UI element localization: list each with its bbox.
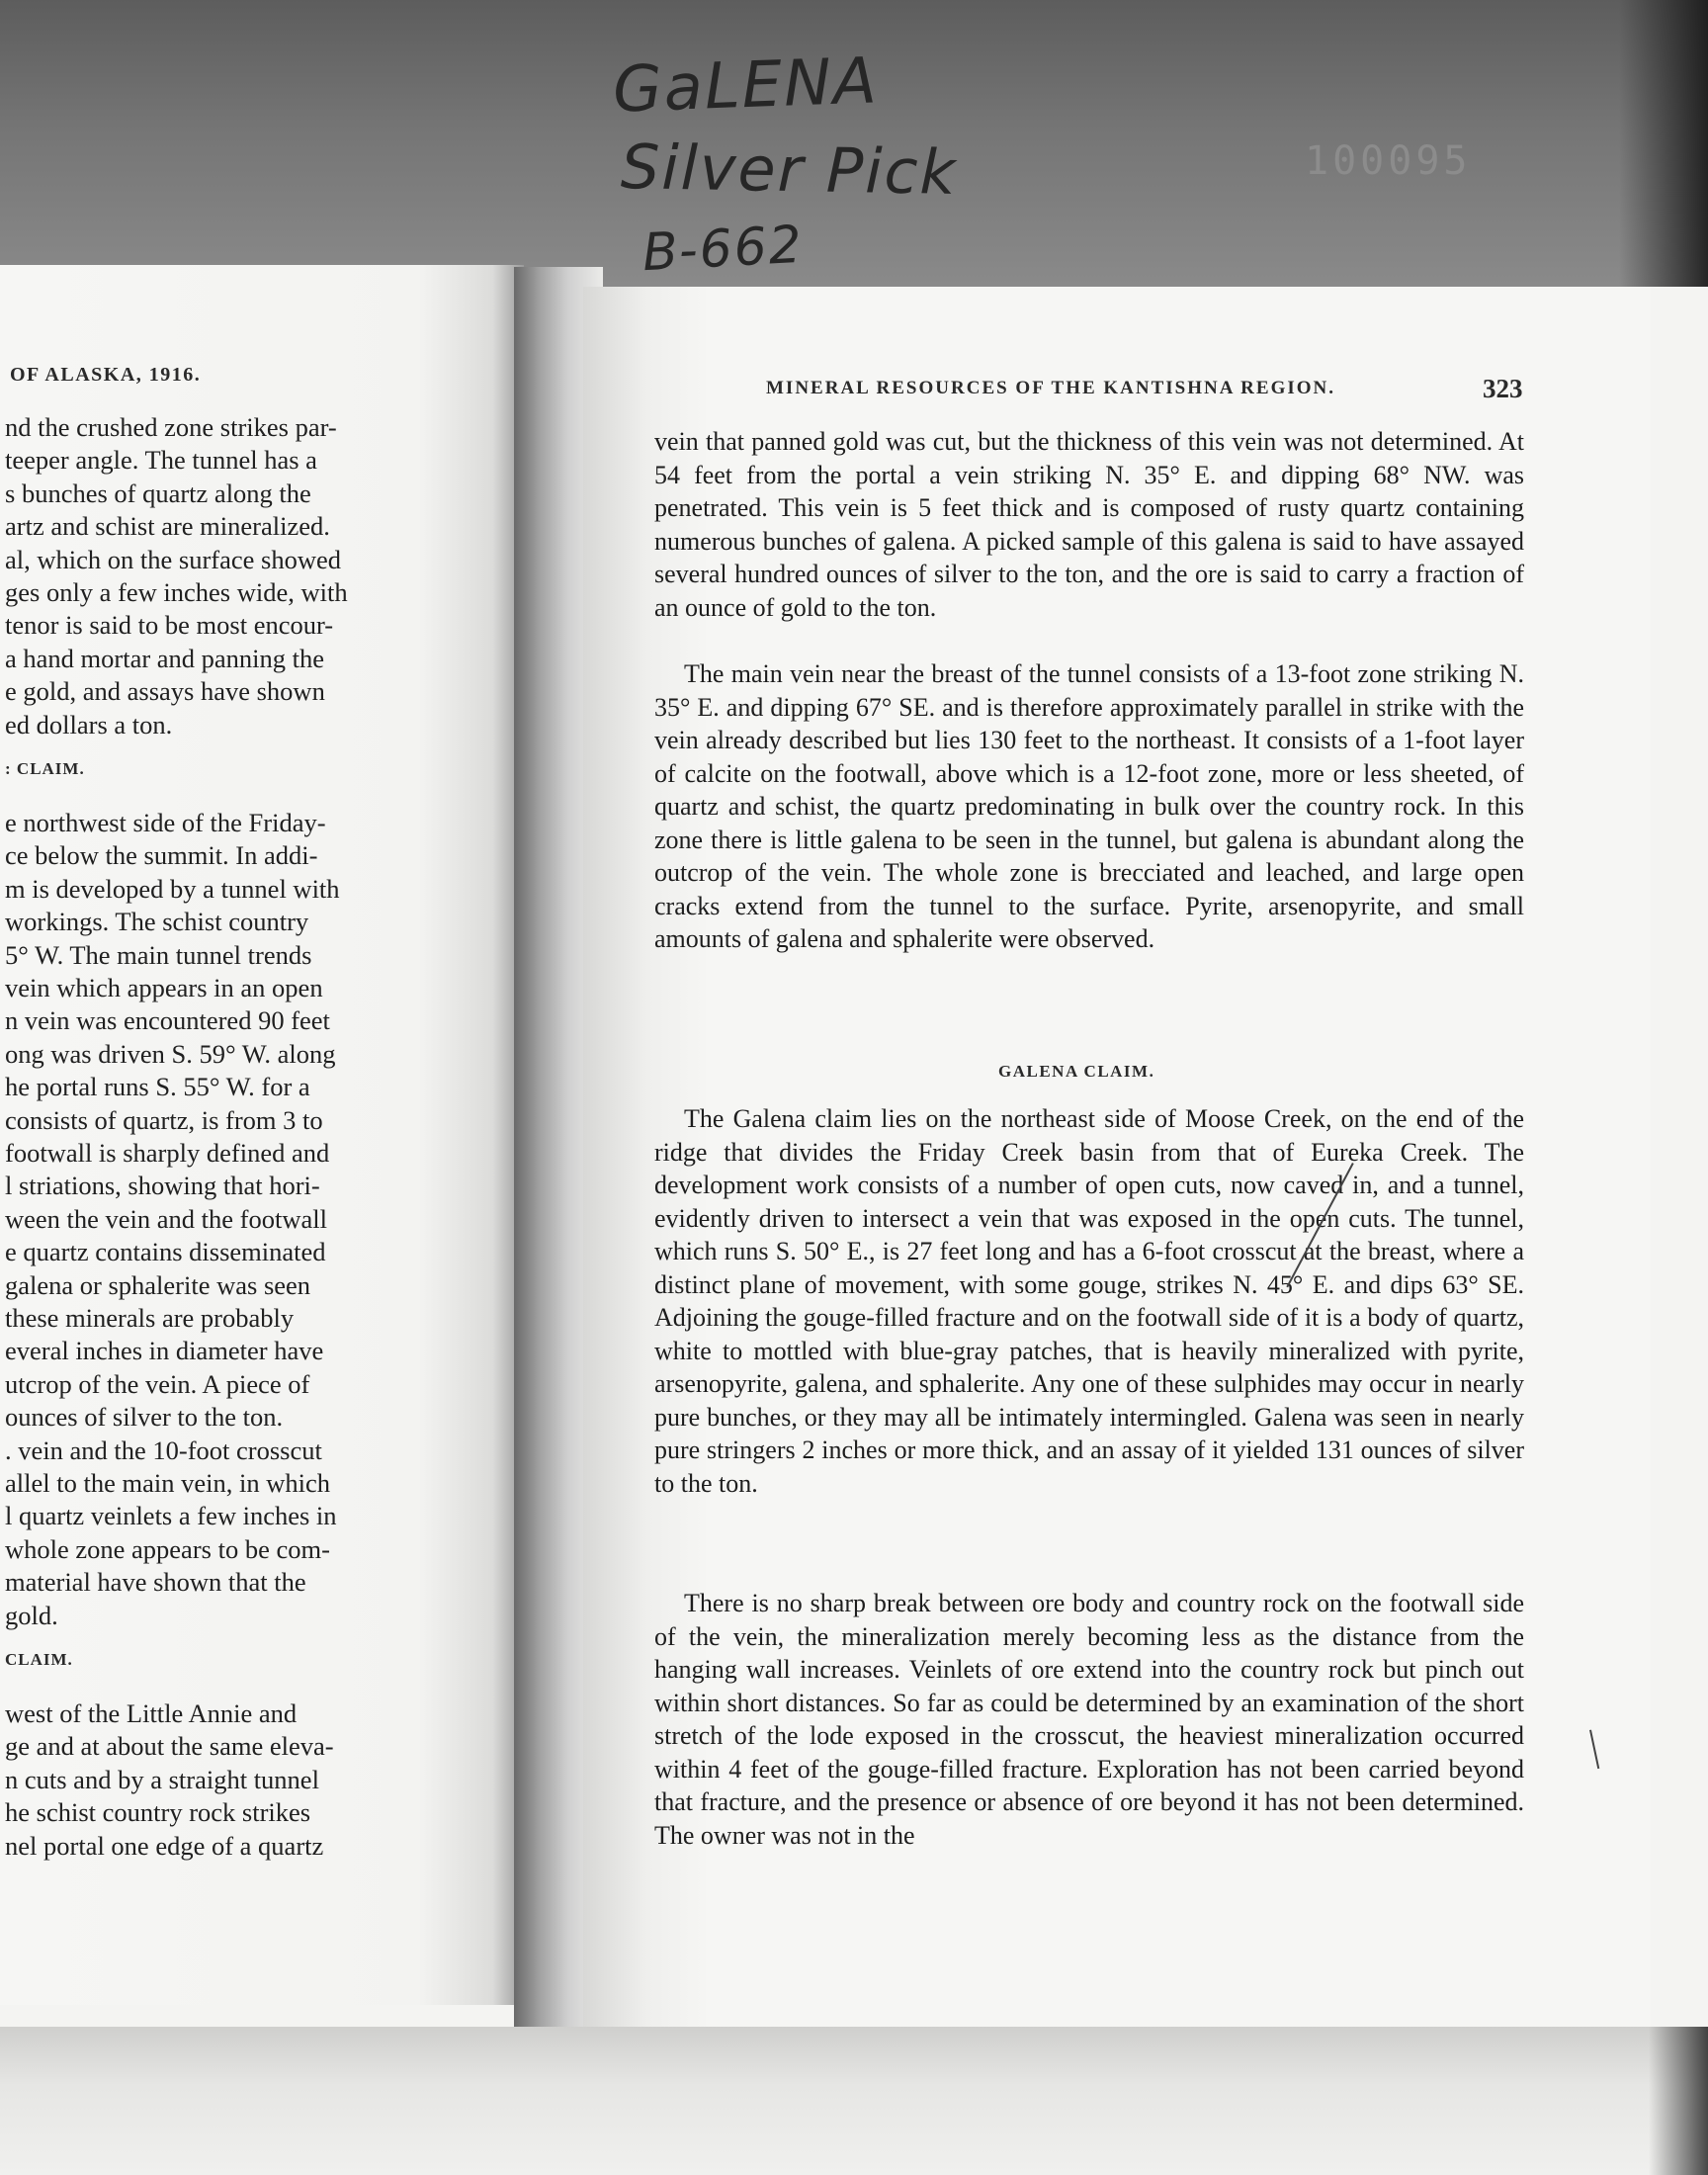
left-page-line: workings. The schist country <box>5 907 309 937</box>
paragraph-1: vein that panned gold was cut, but the thickness of this vein was not determined. At 54 feet from the portal a vein striking N. 35° E. and dipping 68° NW. was penetrated. This vein is 5 feet thick and is composed of rusty quartz containing numerous bunches of galena. A picked sample of this galena is said to have assayed several hundred ounces of silver to the ton, and the ore is said to carry a fraction of an ounce of gold to the ton. <box>654 427 1524 622</box>
pencil-stroke <box>1589 1730 1599 1770</box>
left-page-line: utcrop of the vein. A piece of <box>5 1368 310 1399</box>
left-page-heading: : CLAIM. <box>5 759 85 778</box>
scan-bottom-margin <box>0 2027 1708 2175</box>
left-page-line: nel portal one edge of a quartz <box>5 1830 324 1861</box>
left-page-line: ounces of silver to the ton. <box>5 1402 284 1433</box>
left-page <box>0 265 524 2005</box>
left-page-line: galena or sphalerite was seen <box>5 1269 311 1300</box>
left-page-line: tenor is said to be most encour- <box>5 610 334 641</box>
handwritten-note-line-1: GaLENA <box>611 44 880 128</box>
left-page-line: s bunches of quartz along the <box>5 478 311 508</box>
right-running-head: MINERAL RESOURCES OF THE KANTISHNA REGION. <box>766 378 1335 398</box>
left-page-line: m is developed by a tunnel with <box>5 873 340 904</box>
left-page-line: teeper angle. The tunnel has a <box>5 445 317 476</box>
left-page-line: everal inches in diameter have <box>5 1336 324 1366</box>
left-running-head: OF ALASKA, 1916. <box>10 364 202 386</box>
left-page-line: west of the Little Annie and <box>5 1698 298 1728</box>
scan-top-margin <box>0 0 1708 287</box>
left-page-line: n cuts and by a straight tunnel <box>5 1764 319 1794</box>
left-page-line: nd the crushed zone strikes par- <box>5 412 337 442</box>
left-page-line: ong was driven S. 59° W. along <box>5 1038 336 1069</box>
left-page-line: ce below the summit. In addi- <box>5 840 318 871</box>
left-page-line: footwall is sharply defined and <box>5 1138 330 1168</box>
left-page-line: al, which on the surface showed <box>5 544 341 574</box>
faint-stamp-number: 100095 <box>1305 138 1472 184</box>
right-page <box>583 287 1651 2037</box>
left-page-line: whole zone appears to be com- <box>5 1533 330 1564</box>
left-page-line: ed dollars a ton. <box>5 709 173 740</box>
left-page-line: these minerals are probably <box>5 1303 295 1333</box>
left-page-line: a hand mortar and panning the <box>5 643 325 673</box>
left-page-line: vein which appears in an open <box>5 973 323 1002</box>
left-page-line: ween the vein and the footwall <box>5 1203 327 1234</box>
left-page-line: l quartz veinlets a few inches in <box>5 1501 337 1531</box>
left-page-line: ge and at about the same eleva- <box>5 1731 334 1762</box>
handwritten-note-line-2: Silver Pick <box>620 130 959 209</box>
left-page-line: l striations, showing that hori- <box>5 1171 320 1201</box>
section-heading-galena-claim: GALENA CLAIM. <box>998 1062 1155 1081</box>
page-number: 323 <box>1483 374 1523 403</box>
left-page-line: e quartz contains disseminated <box>5 1237 326 1267</box>
left-page-line: e gold, and assays have shown <box>5 676 325 707</box>
left-page-heading: CLAIM. <box>5 1650 73 1669</box>
left-page-line: 5° W. The main tunnel trends <box>5 939 312 970</box>
left-page-line: e northwest side of the Friday- <box>5 808 326 837</box>
left-page-line: ges only a few inches wide, with <box>5 577 348 607</box>
left-page-line: . vein and the 10-foot crosscut <box>5 1435 322 1465</box>
left-page-line: he portal runs S. 55° W. for a <box>5 1072 310 1102</box>
left-page-line: n vein was encountered 90 feet <box>5 1005 330 1036</box>
left-page-line: allel to the main vein, in which <box>5 1468 330 1498</box>
paragraph-3: The Galena claim lies on the northeast side of Moose Creek, on the end of the ridge that divides the Friday Creek basin from that of Eureka Creek. The development work consists of a number of open cuts, now caved in, and a tunnel, evidently driven to intersect a vein that was exposed in the open cuts. The tunnel, which runs S. 50° E., is 27 feet long and has a 6-foot crosscut at the breast, where a distinct plane of movement, with some gouge, strikes N. 45° E. and dips 63° SE. Adjoining the gouge-filled fracture and on the footwall side of it is a body of quartz, white to mottled with blue-gray patches, that is heavily mineralized with pyrite, arsenopyrite, galena, and sphalerite. Any one of these sulphides may occur in nearly pure bunches, or they may all be intimately intermingled. Galena was seen in nearly pure stringers 2 inches or more thick, and an assay of it yielded 131 ounces of silver to the ton. <box>654 1104 1524 1498</box>
handwritten-note-line-3: B-662 <box>640 215 806 284</box>
left-page-line: he schist country rock strikes <box>5 1797 311 1828</box>
left-page-line: gold. <box>5 1600 58 1630</box>
paragraph-4: There is no sharp break between ore body and country rock on the footwall side of the vein, the mineralization merely becoming less as the distance from the hanging wall increases. Veinlets of ore extend into the country rock but pinch out within short distances. So far as could be determined by an examination of the short stretch of the lode exposed in the crosscut, the heaviest mineralization occurred within 4 feet of the gouge-filled fracture. Exploration has not been carried beyond that fracture, and the presence or absence of ore beyond it has not been determined. The owner was not in the <box>654 1589 1524 1850</box>
left-page-line: consists of quartz, is from 3 to <box>5 1104 323 1135</box>
paragraph-2: The main vein near the breast of the tunnel consists of a 13-foot zone striking N. 35° E. and dipping 67° SE. and is therefore approximately parallel in strike with the vein already described but lies 130 feet to the northeast. It consists of a 1-foot layer of calcite on the footwall, above which is a 12-foot zone, more or less sheeted, of quartz and schist, the quartz predominating in bulk over the country rock. In this zone there is little galena to be seen in the tunnel, but galena is abundant along the outcrop of the vein. The whole zone is brecciated and leached, and large open cracks extend from the tunnel to the surface. Pyrite, arsenopyrite, and small amounts of galena and sphalerite were observed. <box>654 659 1524 953</box>
left-page-line: artz and schist are mineralized. <box>5 511 330 542</box>
left-page-line: material have shown that the <box>5 1567 306 1598</box>
